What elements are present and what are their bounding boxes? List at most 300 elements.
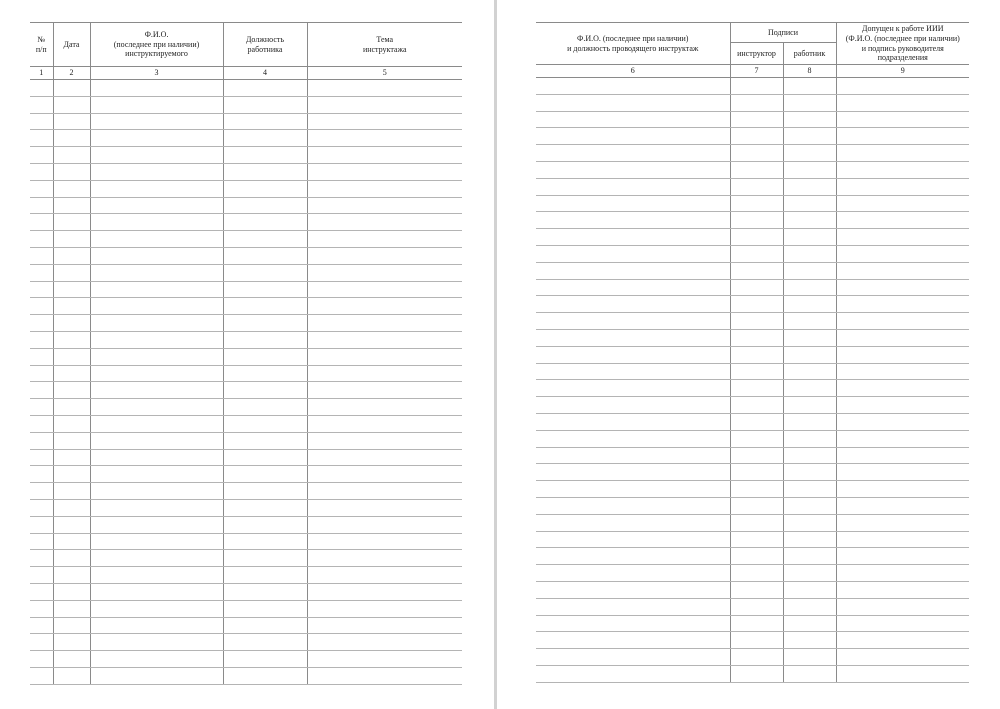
table-cell	[836, 531, 969, 548]
table-cell	[783, 464, 836, 481]
left-log-table	[30, 22, 462, 685]
table-row	[30, 382, 462, 399]
table-cell	[783, 430, 836, 447]
table-cell	[90, 533, 223, 550]
table-cell	[30, 180, 53, 197]
table-cell	[30, 499, 53, 516]
table-cell	[30, 231, 53, 248]
table-row	[536, 111, 969, 128]
table-cell	[53, 550, 90, 567]
table-cell	[730, 128, 783, 145]
table-cell	[30, 399, 53, 416]
table-cell	[30, 600, 53, 617]
table-row	[30, 432, 462, 449]
table-cell	[90, 231, 223, 248]
table-row	[536, 229, 969, 246]
table-row	[30, 163, 462, 180]
table-cell	[730, 161, 783, 178]
table-cell	[783, 565, 836, 582]
table-cell	[730, 178, 783, 195]
table-cell	[730, 363, 783, 380]
table-cell	[53, 466, 90, 483]
table-cell	[30, 533, 53, 550]
table-cell	[53, 600, 90, 617]
table-cell	[783, 128, 836, 145]
table-cell	[223, 247, 307, 264]
table-cell	[30, 415, 53, 432]
table-cell	[30, 281, 53, 298]
table-cell	[783, 78, 836, 95]
table-cell	[836, 481, 969, 498]
table-cell	[30, 634, 53, 651]
table-cell	[783, 581, 836, 598]
table-row	[536, 665, 969, 682]
header-signature-instructor: инструктор	[730, 43, 783, 65]
left-page	[0, 0, 494, 709]
table-row	[30, 449, 462, 466]
table-cell	[307, 600, 462, 617]
table-cell	[536, 111, 730, 128]
table-cell	[783, 615, 836, 632]
table-row	[30, 348, 462, 365]
table-cell	[536, 329, 730, 346]
table-row	[30, 365, 462, 382]
table-cell	[53, 96, 90, 113]
table-cell	[783, 649, 836, 666]
table-cell	[223, 499, 307, 516]
table-cell	[783, 363, 836, 380]
table-cell	[53, 567, 90, 584]
table-cell	[730, 111, 783, 128]
table-cell	[53, 583, 90, 600]
table-cell	[783, 296, 836, 313]
table-row	[536, 178, 969, 195]
table-row	[536, 464, 969, 481]
table-cell	[53, 163, 90, 180]
table-cell	[730, 245, 783, 262]
table-cell	[223, 113, 307, 130]
table-cell	[730, 212, 783, 229]
table-cell	[536, 178, 730, 195]
table-cell	[836, 111, 969, 128]
table-row	[536, 531, 969, 548]
table-row	[30, 550, 462, 567]
table-cell	[730, 581, 783, 598]
table-cell	[536, 615, 730, 632]
table-row	[536, 497, 969, 514]
table-cell	[223, 214, 307, 231]
column-number-6: 6	[536, 65, 730, 78]
table-row	[30, 415, 462, 432]
table-cell	[730, 649, 783, 666]
table-cell	[307, 348, 462, 365]
table-row	[30, 667, 462, 684]
table-cell	[836, 464, 969, 481]
table-cell	[53, 634, 90, 651]
table-row	[536, 514, 969, 531]
table-cell	[53, 365, 90, 382]
table-cell	[730, 145, 783, 162]
table-cell	[730, 296, 783, 313]
table-row	[30, 651, 462, 668]
table-cell	[836, 313, 969, 330]
table-cell	[836, 145, 969, 162]
table-cell	[53, 331, 90, 348]
table-cell	[730, 665, 783, 682]
table-cell	[836, 598, 969, 615]
table-cell	[90, 432, 223, 449]
table-cell	[536, 649, 730, 666]
table-row	[536, 380, 969, 397]
table-cell	[836, 178, 969, 195]
table-cell	[90, 567, 223, 584]
table-row	[536, 128, 969, 145]
table-row	[30, 617, 462, 634]
table-cell	[307, 533, 462, 550]
table-row	[30, 80, 462, 97]
table-row	[30, 130, 462, 147]
table-cell	[90, 197, 223, 214]
table-cell	[53, 651, 90, 668]
table-cell	[836, 615, 969, 632]
table-cell	[536, 212, 730, 229]
table-cell	[836, 413, 969, 430]
table-cell	[307, 583, 462, 600]
table-cell	[53, 533, 90, 550]
header-instructor-name: Ф.И.О. (последнее при наличии) и должность проводящего инструктаж	[536, 23, 730, 65]
table-cell	[536, 397, 730, 414]
table-cell	[307, 651, 462, 668]
table-cell	[307, 315, 462, 332]
table-cell	[307, 617, 462, 634]
table-cell	[223, 264, 307, 281]
column-number-3: 3	[90, 67, 223, 80]
table-cell	[783, 481, 836, 498]
table-cell	[223, 382, 307, 399]
table-cell	[836, 229, 969, 246]
table-cell	[307, 281, 462, 298]
table-cell	[53, 449, 90, 466]
table-cell	[30, 331, 53, 348]
table-cell	[90, 315, 223, 332]
table-cell	[223, 550, 307, 567]
table-cell	[223, 130, 307, 147]
table-cell	[307, 567, 462, 584]
table-cell	[836, 245, 969, 262]
table-cell	[223, 298, 307, 315]
table-row	[30, 214, 462, 231]
table-cell	[307, 483, 462, 500]
table-cell	[836, 514, 969, 531]
table-cell	[307, 634, 462, 651]
table-cell	[223, 583, 307, 600]
table-cell	[730, 94, 783, 111]
table-cell	[536, 581, 730, 598]
table-row	[536, 632, 969, 649]
table-cell	[53, 432, 90, 449]
table-cell	[53, 617, 90, 634]
table-cell	[836, 581, 969, 598]
table-cell	[836, 195, 969, 212]
table-row	[30, 331, 462, 348]
table-cell	[730, 598, 783, 615]
table-cell	[536, 145, 730, 162]
table-cell	[730, 565, 783, 582]
table-row	[30, 600, 462, 617]
table-cell	[307, 130, 462, 147]
table-cell	[783, 548, 836, 565]
table-row	[536, 262, 969, 279]
table-row	[30, 399, 462, 416]
table-cell	[536, 195, 730, 212]
table-cell	[836, 430, 969, 447]
table-cell	[836, 548, 969, 565]
table-cell	[90, 130, 223, 147]
table-cell	[536, 531, 730, 548]
table-cell	[307, 231, 462, 248]
table-cell	[90, 667, 223, 684]
table-cell	[836, 262, 969, 279]
table-cell	[53, 197, 90, 214]
table-row	[536, 481, 969, 498]
table-cell	[536, 279, 730, 296]
table-row	[30, 533, 462, 550]
column-number-7: 7	[730, 65, 783, 78]
table-cell	[223, 415, 307, 432]
table-row	[536, 78, 969, 95]
table-cell	[836, 161, 969, 178]
table-cell	[90, 617, 223, 634]
table-cell	[223, 80, 307, 97]
table-cell	[730, 548, 783, 565]
table-cell	[536, 262, 730, 279]
table-cell	[307, 80, 462, 97]
table-cell	[53, 399, 90, 416]
table-cell	[90, 331, 223, 348]
table-row	[30, 298, 462, 315]
table-row	[30, 197, 462, 214]
table-cell	[223, 432, 307, 449]
table-cell	[536, 128, 730, 145]
table-row	[536, 397, 969, 414]
table-cell	[783, 632, 836, 649]
table-cell	[783, 245, 836, 262]
table-cell	[90, 466, 223, 483]
table-cell	[30, 567, 53, 584]
table-cell	[53, 382, 90, 399]
table-cell	[836, 212, 969, 229]
table-row	[536, 363, 969, 380]
table-row	[30, 281, 462, 298]
table-row	[536, 548, 969, 565]
table-cell	[223, 634, 307, 651]
table-cell	[307, 516, 462, 533]
table-row	[536, 195, 969, 212]
table-cell	[730, 531, 783, 548]
table-cell	[836, 329, 969, 346]
table-row	[536, 296, 969, 313]
column-number-5: 5	[307, 67, 462, 80]
table-cell	[783, 195, 836, 212]
table-cell	[223, 483, 307, 500]
table-cell	[536, 514, 730, 531]
table-cell	[223, 399, 307, 416]
table-cell	[536, 497, 730, 514]
table-cell	[536, 665, 730, 682]
table-cell	[536, 548, 730, 565]
table-cell	[30, 80, 53, 97]
table-row	[536, 581, 969, 598]
table-cell	[223, 231, 307, 248]
header-admission: Допущен к работе ИИИ (Ф.И.О. (последнее при наличии) и подпись руководителя подразделения	[836, 23, 969, 65]
table-cell	[90, 80, 223, 97]
table-cell	[90, 550, 223, 567]
table-row	[30, 231, 462, 248]
table-cell	[90, 365, 223, 382]
column-number-4: 4	[223, 67, 307, 80]
table-cell	[53, 130, 90, 147]
table-cell	[53, 247, 90, 264]
table-cell	[30, 348, 53, 365]
table-cell	[223, 516, 307, 533]
table-cell	[536, 363, 730, 380]
table-cell	[536, 598, 730, 615]
table-cell	[90, 516, 223, 533]
header-signature-worker: работник	[783, 43, 836, 65]
table-cell	[730, 397, 783, 414]
table-cell	[90, 399, 223, 416]
table-row	[30, 264, 462, 281]
table-cell	[30, 466, 53, 483]
table-cell	[536, 313, 730, 330]
table-cell	[53, 667, 90, 684]
table-cell	[90, 298, 223, 315]
table-cell	[730, 464, 783, 481]
table-cell	[307, 180, 462, 197]
table-row	[30, 315, 462, 332]
table-cell	[783, 447, 836, 464]
column-number-8: 8	[783, 65, 836, 78]
table-cell	[536, 565, 730, 582]
table-cell	[223, 466, 307, 483]
table-cell	[730, 514, 783, 531]
table-cell	[307, 432, 462, 449]
table-row	[536, 212, 969, 229]
table-cell	[53, 231, 90, 248]
table-row	[30, 96, 462, 113]
table-cell	[783, 380, 836, 397]
table-cell	[30, 197, 53, 214]
table-cell	[30, 113, 53, 130]
table-row	[30, 466, 462, 483]
table-cell	[783, 262, 836, 279]
table-cell	[90, 348, 223, 365]
table-cell	[307, 550, 462, 567]
table-cell	[307, 365, 462, 382]
table-cell	[223, 315, 307, 332]
table-cell	[536, 632, 730, 649]
table-cell	[536, 481, 730, 498]
table-cell	[836, 94, 969, 111]
table-cell	[30, 449, 53, 466]
table-row	[536, 346, 969, 363]
header-date: Дата	[53, 23, 90, 67]
left-table-body	[30, 80, 462, 685]
table-row	[536, 565, 969, 582]
table-cell	[536, 229, 730, 246]
table-cell	[307, 96, 462, 113]
table-cell	[223, 651, 307, 668]
table-cell	[30, 651, 53, 668]
table-cell	[307, 382, 462, 399]
table-cell	[307, 147, 462, 164]
table-cell	[536, 161, 730, 178]
table-row	[30, 567, 462, 584]
table-cell	[836, 279, 969, 296]
table-cell	[536, 296, 730, 313]
table-cell	[30, 365, 53, 382]
table-cell	[53, 180, 90, 197]
table-cell	[730, 329, 783, 346]
table-cell	[536, 413, 730, 430]
table-cell	[783, 665, 836, 682]
table-cell	[783, 531, 836, 548]
table-cell	[307, 163, 462, 180]
header-topic: Тема инструктажа	[307, 23, 462, 67]
table-cell	[307, 197, 462, 214]
table-cell	[783, 413, 836, 430]
table-cell	[90, 247, 223, 264]
table-cell	[783, 313, 836, 330]
table-cell	[53, 516, 90, 533]
table-cell	[783, 279, 836, 296]
table-cell	[90, 499, 223, 516]
table-row	[536, 161, 969, 178]
header-signatures: Подписи	[730, 23, 836, 43]
table-cell	[90, 415, 223, 432]
table-cell	[90, 583, 223, 600]
table-cell	[730, 262, 783, 279]
table-cell	[90, 113, 223, 130]
table-row	[30, 583, 462, 600]
table-cell	[223, 617, 307, 634]
table-cell	[783, 514, 836, 531]
table-cell	[53, 214, 90, 231]
table-cell	[836, 497, 969, 514]
table-cell	[90, 651, 223, 668]
table-cell	[307, 499, 462, 516]
table-cell	[90, 600, 223, 617]
table-cell	[536, 380, 730, 397]
table-cell	[30, 382, 53, 399]
table-row	[30, 516, 462, 533]
table-row	[536, 145, 969, 162]
table-cell	[30, 432, 53, 449]
table-cell	[53, 264, 90, 281]
column-number-2: 2	[53, 67, 90, 80]
table-cell	[30, 483, 53, 500]
table-row	[536, 329, 969, 346]
table-cell	[307, 399, 462, 416]
table-cell	[536, 447, 730, 464]
table-row	[536, 615, 969, 632]
table-cell	[30, 264, 53, 281]
table-row	[536, 94, 969, 111]
table-cell	[223, 667, 307, 684]
table-cell	[783, 161, 836, 178]
table-cell	[536, 245, 730, 262]
table-row	[536, 279, 969, 296]
